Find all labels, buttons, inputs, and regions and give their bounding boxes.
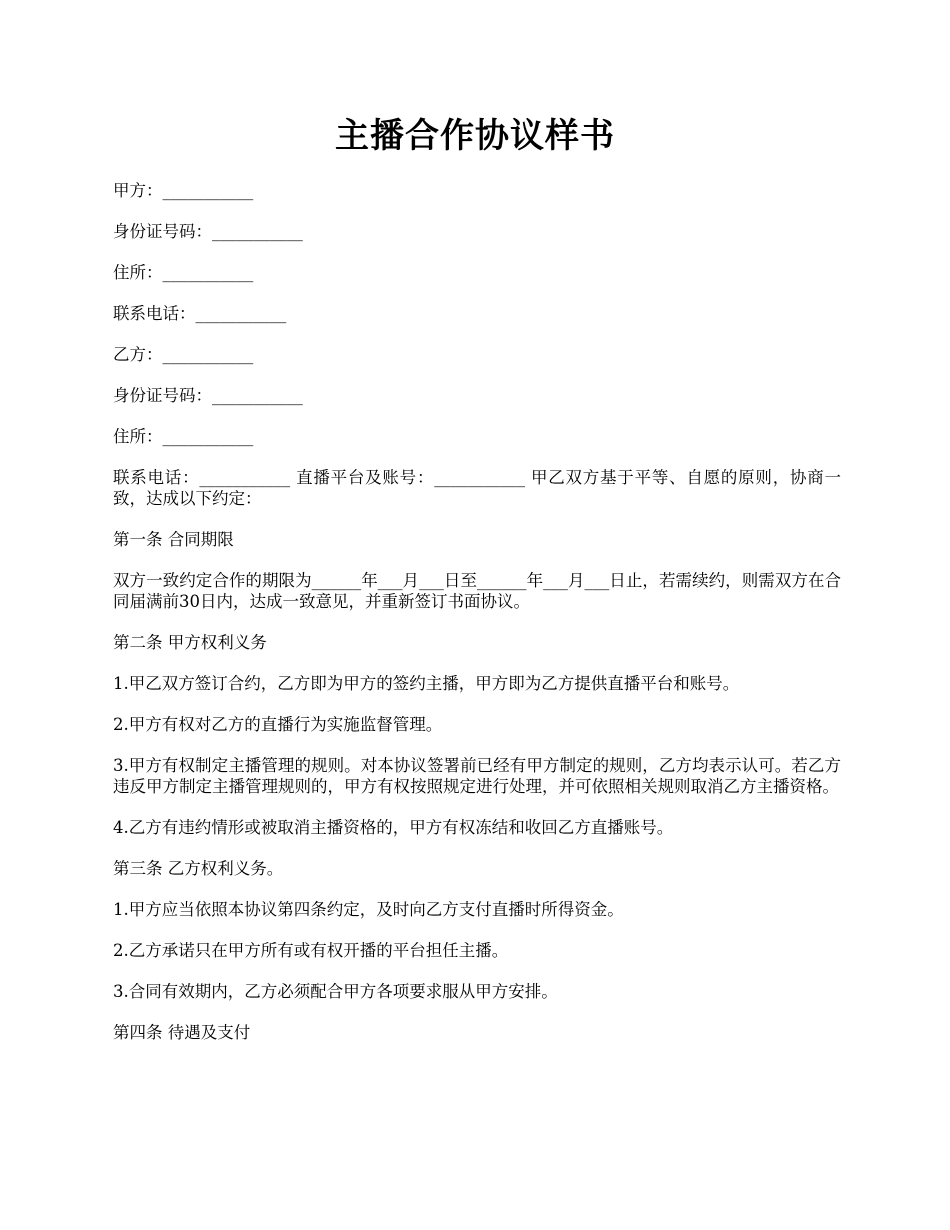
party-a-field: 甲方：___________ bbox=[113, 181, 254, 200]
article-2-item-3: 3.甲方有权制定主播管理的规则。对本协议签署前已经有甲方制定的规则，乙方均表示认可。若乙方违反甲方制定主播管理规则的，甲方有权按照规定进行处理，并可依照相关规则取消乙方主播资格。 bbox=[113, 756, 841, 796]
document-body bbox=[113, 180, 841, 1063]
party-a-id-field: 身份证号码：___________ bbox=[113, 222, 303, 241]
article-4-heading: 第四条 待遇及支付 bbox=[113, 1023, 251, 1042]
article-2-item-2: 2.甲方有权对乙方的直播行为实施监督管理。 bbox=[113, 715, 443, 734]
party-b-field: 乙方：___________ bbox=[113, 345, 254, 364]
party-b-phone-platform-paragraph: 联系电话：___________ 直播平台及账号：___________ 甲乙双方基于平等、自愿的原则，协商一致，达成以下约定： bbox=[113, 468, 841, 508]
document-title: 主播合作协议样书 bbox=[335, 116, 615, 156]
article-3-item-2: 2.乙方承诺只在甲方所有或有权开播的平台担任主播。 bbox=[113, 941, 509, 960]
article-3-heading: 第三条 乙方权利义务。 bbox=[113, 859, 284, 878]
article-2-item-1: 1.甲乙双方签订合约，乙方即为甲方的签约主播，甲方即为乙方提供直播平台和账号。 bbox=[113, 674, 740, 693]
article-1-heading: 第一条 合同期限 bbox=[113, 530, 234, 549]
article-1-text: 双方一致约定合作的期限为______年___月___日至______年___月___日止，若需续约，则需双方在合同届满前30日内，达成一致意见，并重新签订书面协议。 bbox=[113, 571, 841, 611]
party-b-address-field: 住所：___________ bbox=[113, 427, 254, 446]
party-b-id-field: 身份证号码：___________ bbox=[113, 386, 303, 405]
article-2-item-4: 4.乙方有违约情形或被取消主播资格的，甲方有权冻结和收回乙方直播账号。 bbox=[113, 818, 674, 837]
article-2-heading: 第二条 甲方权利义务 bbox=[113, 633, 267, 652]
party-a-address-field: 住所：___________ bbox=[113, 263, 254, 282]
article-3-item-1: 1.甲方应当依照本协议第四条约定，及时向乙方支付直播时所得资金。 bbox=[113, 900, 624, 919]
article-3-item-3: 3.合同有效期内，乙方必须配合甲方各项要求服从甲方安排。 bbox=[113, 982, 558, 1001]
party-a-phone-field: 联系电话：___________ bbox=[113, 304, 287, 323]
